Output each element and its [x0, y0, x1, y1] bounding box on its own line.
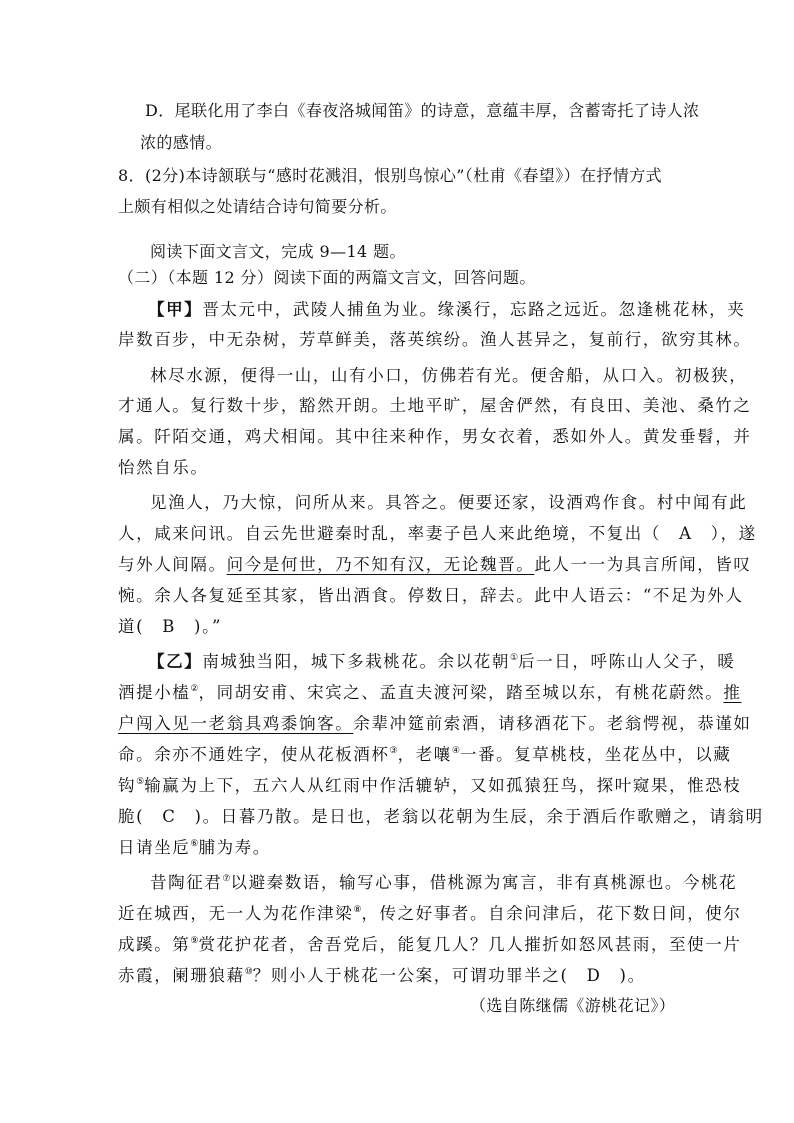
yi-line-6: 脆( C )。日暮乃散。是日也，老翁以花朝为生辰，余于酒后作歌赠之，请翁明 — [118, 807, 764, 826]
footnote-2: ② — [190, 684, 199, 694]
jia-line-11: 道( B )。” — [118, 617, 222, 636]
jia-line-10: 惋。余人各复延至其家，皆出酒食。停数日，辞去。此中人语云：“不足为外人 — [118, 586, 744, 605]
footnote-8: ⑧ — [353, 905, 362, 915]
jia-line-8: 人，咸来问讯。自云先世避秦时乱，率妻子邑人来此绝境，不复出（ A ），遂 — [118, 524, 757, 543]
jia-line-1: 【甲】晋太元中，武陵人捕鱼为业。缘溪行，忘路之远近。忽逢桃花林，夹 — [148, 300, 746, 319]
yi-line-8: 昔陶征君⑦以避秦数语，输写心事，借桃源为寓言，非有真桃源也。今桃花 — [150, 873, 738, 892]
jia-line-4: 才通人。复行数十步，豁然开朗。土地平旷，屋舍俨然，有良田、美池、桑竹之 — [118, 396, 752, 415]
yi-line-1: 【乙】南城独当阳，城下多栽桃花。余以花朝①后一日，呼陈山人父子，暖 — [148, 652, 736, 671]
yi-line-11: 赤霞，阑珊狼藉⑩？则小人于桃花一公案，可谓功罪半之( D )。 — [118, 966, 646, 985]
footnote-6: ⑥ — [190, 839, 199, 849]
jia-line-6: 怡然自乐。 — [118, 458, 209, 477]
question-8-line2: 上颇有相似之处请结合诗句简要分析。 — [118, 197, 397, 216]
footnote-5: ⑤ — [136, 777, 145, 787]
jia-line-3: 林尽水源，便得一山，山有小口，仿佛若有光。便舍船，从口入。初极狭， — [150, 366, 748, 385]
footnote-10: ⑩ — [244, 967, 253, 977]
footnote-7: ⑦ — [222, 874, 231, 884]
yi-underlined-part-1: 推 — [723, 683, 742, 702]
option-d-line1: D．尾联化用了李白《春夜洛城闻笛》的诗意，意蕴丰厚，含蓄寄托了诗人浓 — [145, 101, 700, 120]
footnote-3: ③ — [389, 746, 398, 756]
jia-label: 【甲】 — [148, 300, 203, 319]
jia-underlined-sentence: 问今是何世，乃不知有汉，无论魏晋。 — [226, 555, 535, 574]
source-citation: （选自陈继儒《游桃花记》） — [470, 996, 676, 1015]
yi-line-5: 钩⑤输赢为上下，五六人从红雨中作活辘轳，又如孤猿狂鸟，探叶窥果，惟恐枝 — [118, 776, 742, 795]
footnote-9: ⑨ — [190, 936, 199, 946]
jia-line-2: 岸数百步，中无杂树，芳草鲜美，落英缤纷。渔人甚异之，复前行，欲穷其林。 — [118, 330, 752, 349]
yi-underlined-part-2: 户闯入见一老翁具鸡黍饷客。 — [118, 714, 354, 733]
yi-line-4: 命。余亦不通姓字，使从花板酒杯③，老嚷④一番。复草桃枝，坐花丛中，以藏 — [118, 745, 732, 764]
reading-intro: 阅读下面文言文，完成 9—14 题。 — [150, 242, 406, 261]
jia-line-7: 见渔人，乃大惊，问所从来。具答之。便要还家，设酒鸡作食。村中闻有此 — [150, 493, 748, 512]
footnote-1: ① — [510, 653, 519, 663]
yi-line-7: 日请坐卮⑥脯为寿。 — [118, 838, 271, 857]
yi-line-9: 近在城西，无一人为花作津梁⑧，传之好事者。自余问津后，花下数日间，使尔 — [118, 904, 742, 923]
question-8-line1: 8．(2分)本诗颔联与“感时花溅泪，恨别鸟惊心”（杜甫《春望》）在抒情方式 — [118, 166, 663, 185]
option-d-line2: 浓的感情。 — [140, 133, 223, 152]
yi-label: 【乙】 — [148, 652, 203, 671]
footnote-4: ④ — [451, 746, 460, 756]
yi-line-10: 成蹊。第⑨赏花护花者，舍吾党后，能复几人？几人摧折如怒风甚雨，至使一片 — [118, 935, 742, 954]
jia-line-5: 属。阡陌交通，鸡犬相闻。其中往来种作，男女衣着，悉如外人。黄发垂髫，并 — [118, 427, 752, 446]
section-heading: （二）（本题 12 分）阅读下面的两篇文言文，回答问题。 — [118, 268, 536, 287]
yi-line-3: 户闯入见一老翁具鸡黍饷客。余辈冲筵前索酒，请移酒花下。老翁愕视，恭谨如 — [118, 714, 752, 733]
yi-line-2: 酒提小榼②，同胡安甫、宋宾之、孟直夫渡河梁，踏至城以东，有桃花蔚然。推 — [118, 683, 742, 702]
jia-line-9: 与外人间隔。问今是何世，乃不知有汉，无论魏晋。此人一一为具言所闻，皆叹 — [118, 555, 752, 574]
